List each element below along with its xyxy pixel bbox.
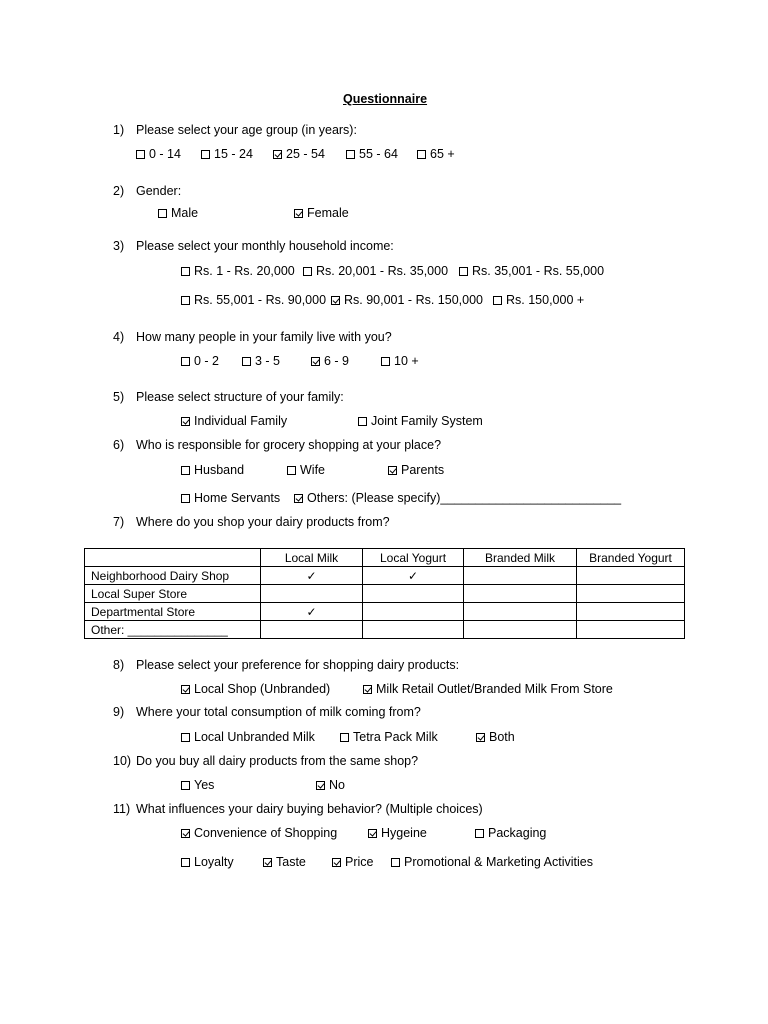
option[interactable]	[311, 353, 349, 369]
option-label: Individual Family	[194, 414, 288, 428]
option-label: Wife	[300, 463, 325, 477]
checked-checkbox[interactable]	[294, 494, 303, 503]
table-cell	[261, 585, 363, 603]
checkbox[interactable]	[287, 466, 296, 475]
option[interactable]	[181, 413, 287, 429]
option[interactable]	[181, 292, 326, 308]
checked-checkbox[interactable]	[368, 829, 377, 838]
option-label: 10 +	[394, 354, 419, 368]
option[interactable]	[263, 854, 306, 870]
check-mark-icon: ✓	[306, 568, 317, 583]
table-header-cell: Branded Yogurt	[577, 549, 685, 567]
checkbox[interactable]	[181, 781, 190, 790]
table-cell	[464, 585, 577, 603]
table-header-row	[85, 549, 685, 567]
table-cell	[464, 603, 577, 621]
question-text: Please select your monthly household income:	[136, 239, 394, 253]
option-label: Male	[171, 206, 199, 220]
option-label: Packaging	[488, 826, 547, 840]
option-label: 65 +	[430, 147, 455, 161]
option-label: Both	[489, 730, 515, 744]
option[interactable]	[294, 205, 349, 221]
table-row	[85, 567, 685, 585]
option[interactable]	[136, 146, 181, 162]
question-text: Who is responsible for grocery shopping at your place?	[136, 438, 442, 452]
question-text: Where your total consumption of milk coming from?	[136, 705, 421, 719]
option-label: Taste	[276, 855, 306, 869]
checked-checkbox[interactable]	[332, 858, 341, 867]
question-text: Please select your age group (in years):	[136, 123, 357, 137]
option[interactable]	[316, 777, 345, 793]
checkbox[interactable]	[346, 150, 355, 159]
checkbox[interactable]	[381, 357, 390, 366]
option-label: Yes	[194, 778, 215, 792]
option[interactable]	[358, 413, 483, 429]
question-number: 9)	[113, 705, 125, 719]
option[interactable]	[346, 146, 398, 162]
option-label: Local Unbranded Milk	[194, 730, 315, 744]
row-label: Departmental Store	[85, 603, 261, 621]
option[interactable]	[181, 490, 280, 506]
option[interactable]	[332, 854, 373, 870]
option-label: 3 - 5	[255, 354, 281, 368]
table-header-cell: Local Milk	[261, 549, 363, 567]
question-text: Please select structure of your family:	[136, 390, 344, 404]
option-label: Rs. 35,001 - Rs. 55,000	[472, 264, 605, 278]
table-cell	[464, 621, 577, 639]
table-header-cell	[85, 549, 261, 567]
option[interactable]	[181, 353, 219, 369]
checked-checkbox[interactable]	[263, 858, 272, 867]
option-label: Female	[307, 206, 349, 220]
option-label: 0 - 2	[194, 354, 220, 368]
checkbox[interactable]	[391, 858, 400, 867]
option-label: Price	[345, 855, 374, 869]
question-number: 10)	[113, 754, 132, 768]
option-label: Hygeine	[381, 826, 427, 840]
table-cell	[577, 585, 685, 603]
question-text: How many people in your family live with you?	[136, 330, 392, 344]
option-label: No	[329, 778, 345, 792]
option-label: Rs. 90,001 - Rs. 150,000	[344, 293, 483, 307]
checkbox[interactable]	[181, 733, 190, 742]
option-label: Others: (Please specify)__________________________	[307, 491, 622, 505]
option[interactable]	[181, 263, 295, 279]
option[interactable]	[331, 292, 483, 308]
option-label: Rs. 20,001 - Rs. 35,000	[316, 264, 449, 278]
checkbox[interactable]	[136, 150, 145, 159]
table-cell	[577, 603, 685, 621]
checkbox[interactable]	[340, 733, 349, 742]
checked-checkbox[interactable]	[311, 357, 320, 366]
option[interactable]	[303, 263, 448, 279]
option[interactable]	[201, 146, 253, 162]
check-mark-icon: ✓	[306, 604, 317, 619]
question-number: 2)	[113, 184, 125, 198]
option-label: 0 - 14	[149, 147, 181, 161]
row-label: Local Super Store	[85, 585, 261, 603]
option-label: Husband	[194, 463, 245, 477]
checkbox[interactable]	[158, 209, 167, 218]
option-label: Rs. 55,001 - Rs. 90,000	[194, 293, 327, 307]
question-text: Gender:	[136, 184, 182, 198]
option[interactable]	[368, 825, 427, 841]
option-label: 15 - 24	[214, 147, 253, 161]
option-label: Local Shop (Unbranded)	[194, 682, 331, 696]
row-label: Neighborhood Dairy Shop	[85, 567, 261, 585]
table-row	[85, 585, 685, 603]
question-number: 3)	[113, 239, 125, 253]
option-label: Parents	[401, 463, 445, 477]
option[interactable]	[158, 205, 198, 221]
option[interactable]	[340, 729, 438, 745]
option-label: Convenience of Shopping	[194, 826, 338, 840]
question-text: What influences your dairy buying behavior? (Multiple choices)	[136, 802, 483, 816]
option[interactable]	[417, 146, 455, 162]
checked-checkbox[interactable]	[181, 829, 190, 838]
table-header-cell: Branded Milk	[464, 549, 577, 567]
checked-checkbox[interactable]	[181, 417, 190, 426]
checked-checkbox[interactable]	[388, 466, 397, 475]
checkbox[interactable]	[475, 829, 484, 838]
table-cell	[363, 603, 464, 621]
table-cell	[363, 585, 464, 603]
option[interactable]	[181, 777, 214, 793]
question-text: Please select your preference for shopping dairy products:	[136, 658, 460, 672]
option[interactable]	[363, 681, 613, 697]
option-label: Home Servants	[194, 491, 281, 505]
checked-checkbox[interactable]	[181, 685, 190, 694]
checked-checkbox[interactable]	[476, 733, 485, 742]
option-label: 25 - 54	[286, 147, 325, 161]
option-label: Loyalty	[194, 855, 234, 869]
table-cell	[464, 567, 577, 585]
option[interactable]	[388, 462, 444, 478]
table-row	[85, 621, 685, 639]
option[interactable]	[181, 681, 330, 697]
option-label: 6 - 9	[324, 354, 350, 368]
question-number: 4)	[113, 330, 125, 344]
table-cell	[261, 603, 363, 621]
checkbox[interactable]	[303, 267, 312, 276]
checkbox[interactable]	[181, 267, 190, 276]
dairy-source-table	[84, 548, 685, 639]
checkbox[interactable]	[459, 267, 468, 276]
checked-checkbox[interactable]	[331, 296, 340, 305]
table-cell	[261, 567, 363, 585]
question-number: 1)	[113, 123, 125, 137]
checked-checkbox[interactable]	[316, 781, 325, 790]
option[interactable]	[242, 353, 280, 369]
option[interactable]	[181, 729, 315, 745]
checkbox[interactable]	[181, 296, 190, 305]
option[interactable]	[476, 729, 515, 745]
question-number: 8)	[113, 658, 125, 672]
checkbox[interactable]	[242, 357, 251, 366]
option[interactable]	[181, 462, 244, 478]
question-number: 11)	[113, 802, 131, 816]
option[interactable]	[294, 490, 621, 506]
option[interactable]	[381, 353, 419, 369]
option[interactable]	[493, 292, 584, 308]
option-label: Milk Retail Outlet/Branded Milk From Store	[376, 682, 613, 696]
checkbox[interactable]	[181, 494, 190, 503]
checkbox[interactable]	[181, 858, 190, 867]
option[interactable]	[391, 854, 593, 870]
checkbox[interactable]	[493, 296, 502, 305]
option[interactable]	[273, 146, 325, 162]
question-text: Do you buy all dairy products from the same shop?	[136, 754, 419, 768]
table-cell	[363, 567, 464, 585]
question-number: 6)	[113, 438, 125, 452]
table-row	[85, 603, 685, 621]
checked-checkbox[interactable]	[294, 209, 303, 218]
table-cell	[577, 621, 685, 639]
row-label: Other: _______________	[85, 621, 261, 639]
page-title: Questionnaire	[343, 92, 428, 106]
option-label: Rs. 1 - Rs. 20,000	[194, 264, 295, 278]
question-number: 5)	[113, 390, 125, 404]
option[interactable]	[287, 462, 325, 478]
option[interactable]	[181, 854, 234, 870]
table-cell	[363, 621, 464, 639]
option-label: Promotional & Marketing Activities	[404, 855, 593, 869]
option[interactable]	[181, 825, 337, 841]
question-text: Where do you shop your dairy products from?	[136, 515, 390, 529]
checkbox[interactable]	[201, 150, 210, 159]
checked-checkbox[interactable]	[363, 685, 372, 694]
checked-checkbox[interactable]	[273, 150, 282, 159]
checkbox[interactable]	[181, 357, 190, 366]
check-mark-icon: ✓	[407, 568, 419, 583]
option-label: Joint Family System	[371, 414, 483, 428]
checkbox[interactable]	[358, 417, 367, 426]
checkbox[interactable]	[181, 466, 190, 475]
table-cell	[577, 567, 685, 585]
table-cell	[261, 621, 363, 639]
option[interactable]	[475, 825, 546, 841]
table-header-cell: Local Yogurt	[363, 549, 464, 567]
checkbox[interactable]	[417, 150, 426, 159]
option[interactable]	[459, 263, 604, 279]
option-label: Rs. 150,000 +	[506, 293, 585, 307]
option-label: 55 - 64	[359, 147, 398, 161]
option-label: Tetra Pack Milk	[353, 730, 438, 744]
question-number: 7)	[113, 515, 125, 529]
